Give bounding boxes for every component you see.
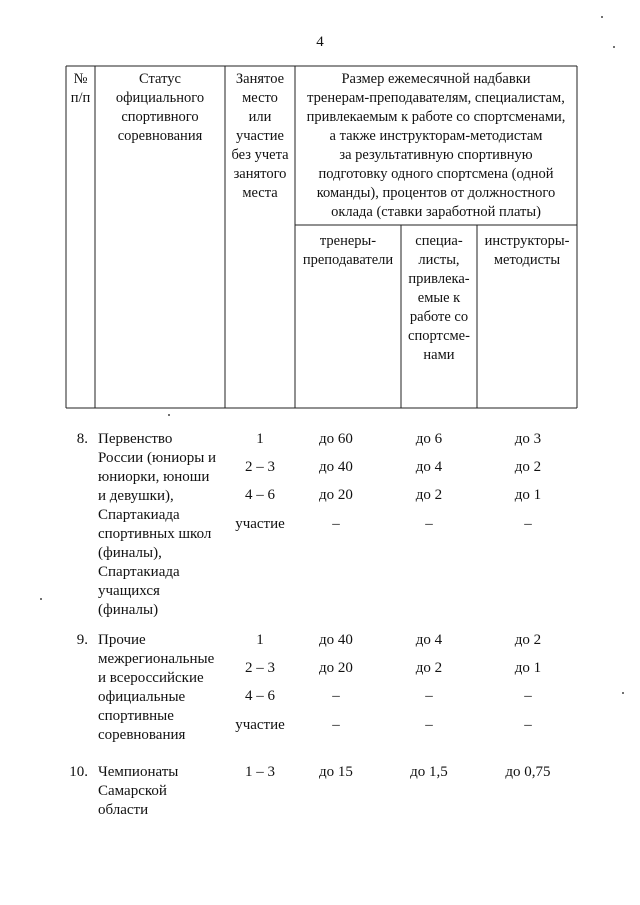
methodists-value: до 0,75 — [505, 764, 551, 780]
specialists-value: – — [425, 688, 433, 704]
place-value: 1 — [256, 431, 264, 447]
coaches-value: до 20 — [319, 487, 353, 503]
row-number: 10. — [69, 764, 88, 780]
page-number: 4 — [316, 34, 324, 50]
row-number: 9. — [76, 632, 88, 648]
methodists-value: до 2 — [514, 632, 542, 648]
place-value: 4 – 6 — [245, 487, 275, 503]
competition-status: Чемпионаты Самарской области — [98, 764, 179, 818]
coaches-value: – — [332, 717, 340, 733]
coaches-value: – — [332, 688, 340, 704]
scan-speck — [613, 46, 615, 48]
scan-speck — [622, 692, 624, 694]
methodists-value: до 1 — [514, 487, 542, 503]
header-specialists-label: специа- листы, привлека- емые к работе со спортсме- нами — [408, 233, 470, 363]
place-value: участие — [235, 516, 285, 532]
specialists-value: до 6 — [415, 431, 443, 447]
specialists-value: до 2 — [415, 660, 443, 676]
coaches-value: до 40 — [319, 459, 353, 475]
specialists-value: до 1,5 — [410, 764, 448, 780]
header-place-label: Занятое место или участие без учета занятого места — [231, 71, 289, 201]
coaches-value: до 20 — [319, 660, 353, 676]
coaches-value: – — [332, 516, 340, 532]
coaches-value: до 15 — [319, 764, 353, 780]
competition-status: Первенство России (юниоры и юниорки, юноши и девушки), Спартакиада спортивных школ (финалы), Спартакиада учащихся (финалы) — [98, 431, 217, 618]
scan-speck — [168, 414, 170, 416]
methodists-value: до 2 — [514, 459, 542, 475]
coaches-value: до 40 — [319, 632, 353, 648]
competition-status: Прочие межрегиональные и всероссийские официальные спортивные соревнования — [98, 632, 215, 743]
methodists-value: до 1 — [514, 660, 542, 676]
header-coaches-label: тренеры- преподаватели — [302, 233, 394, 268]
header-allowance-label: Размер ежемесячной надбавки тренерам-преподавателям, специалистам, привлекаемым к работе со спортсменами, а также инструкторам-методистам за результативную спортивную подготовку одного спортсмена (одной команды), процентов от должностного оклада (ставки заработной платы) — [306, 71, 566, 220]
specialists-value: до 4 — [415, 459, 443, 475]
scan-speck — [601, 16, 603, 18]
specialists-value: до 2 — [415, 487, 443, 503]
place-value: 1 — [256, 632, 264, 648]
methodists-value: до 3 — [514, 431, 542, 447]
header-methodists-label: инструкторы- методисты — [484, 233, 570, 268]
methodists-value: – — [524, 717, 532, 733]
specialists-value: – — [425, 516, 433, 532]
methodists-value: – — [524, 688, 532, 704]
coaches-value: до 60 — [319, 431, 353, 447]
scan-speck — [40, 598, 42, 600]
header-num-label: № п/п — [70, 71, 91, 106]
place-value: участие — [235, 717, 285, 733]
place-value: 4 – 6 — [245, 688, 275, 704]
row-number: 8. — [76, 431, 88, 447]
header-status-label: Статус официального спортивного соревнования — [115, 71, 205, 144]
specialists-value: – — [425, 717, 433, 733]
place-value: 2 – 3 — [245, 459, 275, 475]
methodists-value: – — [524, 516, 532, 532]
place-value: 2 – 3 — [245, 660, 275, 676]
specialists-value: до 4 — [415, 632, 443, 648]
place-value: 1 – 3 — [245, 764, 275, 780]
